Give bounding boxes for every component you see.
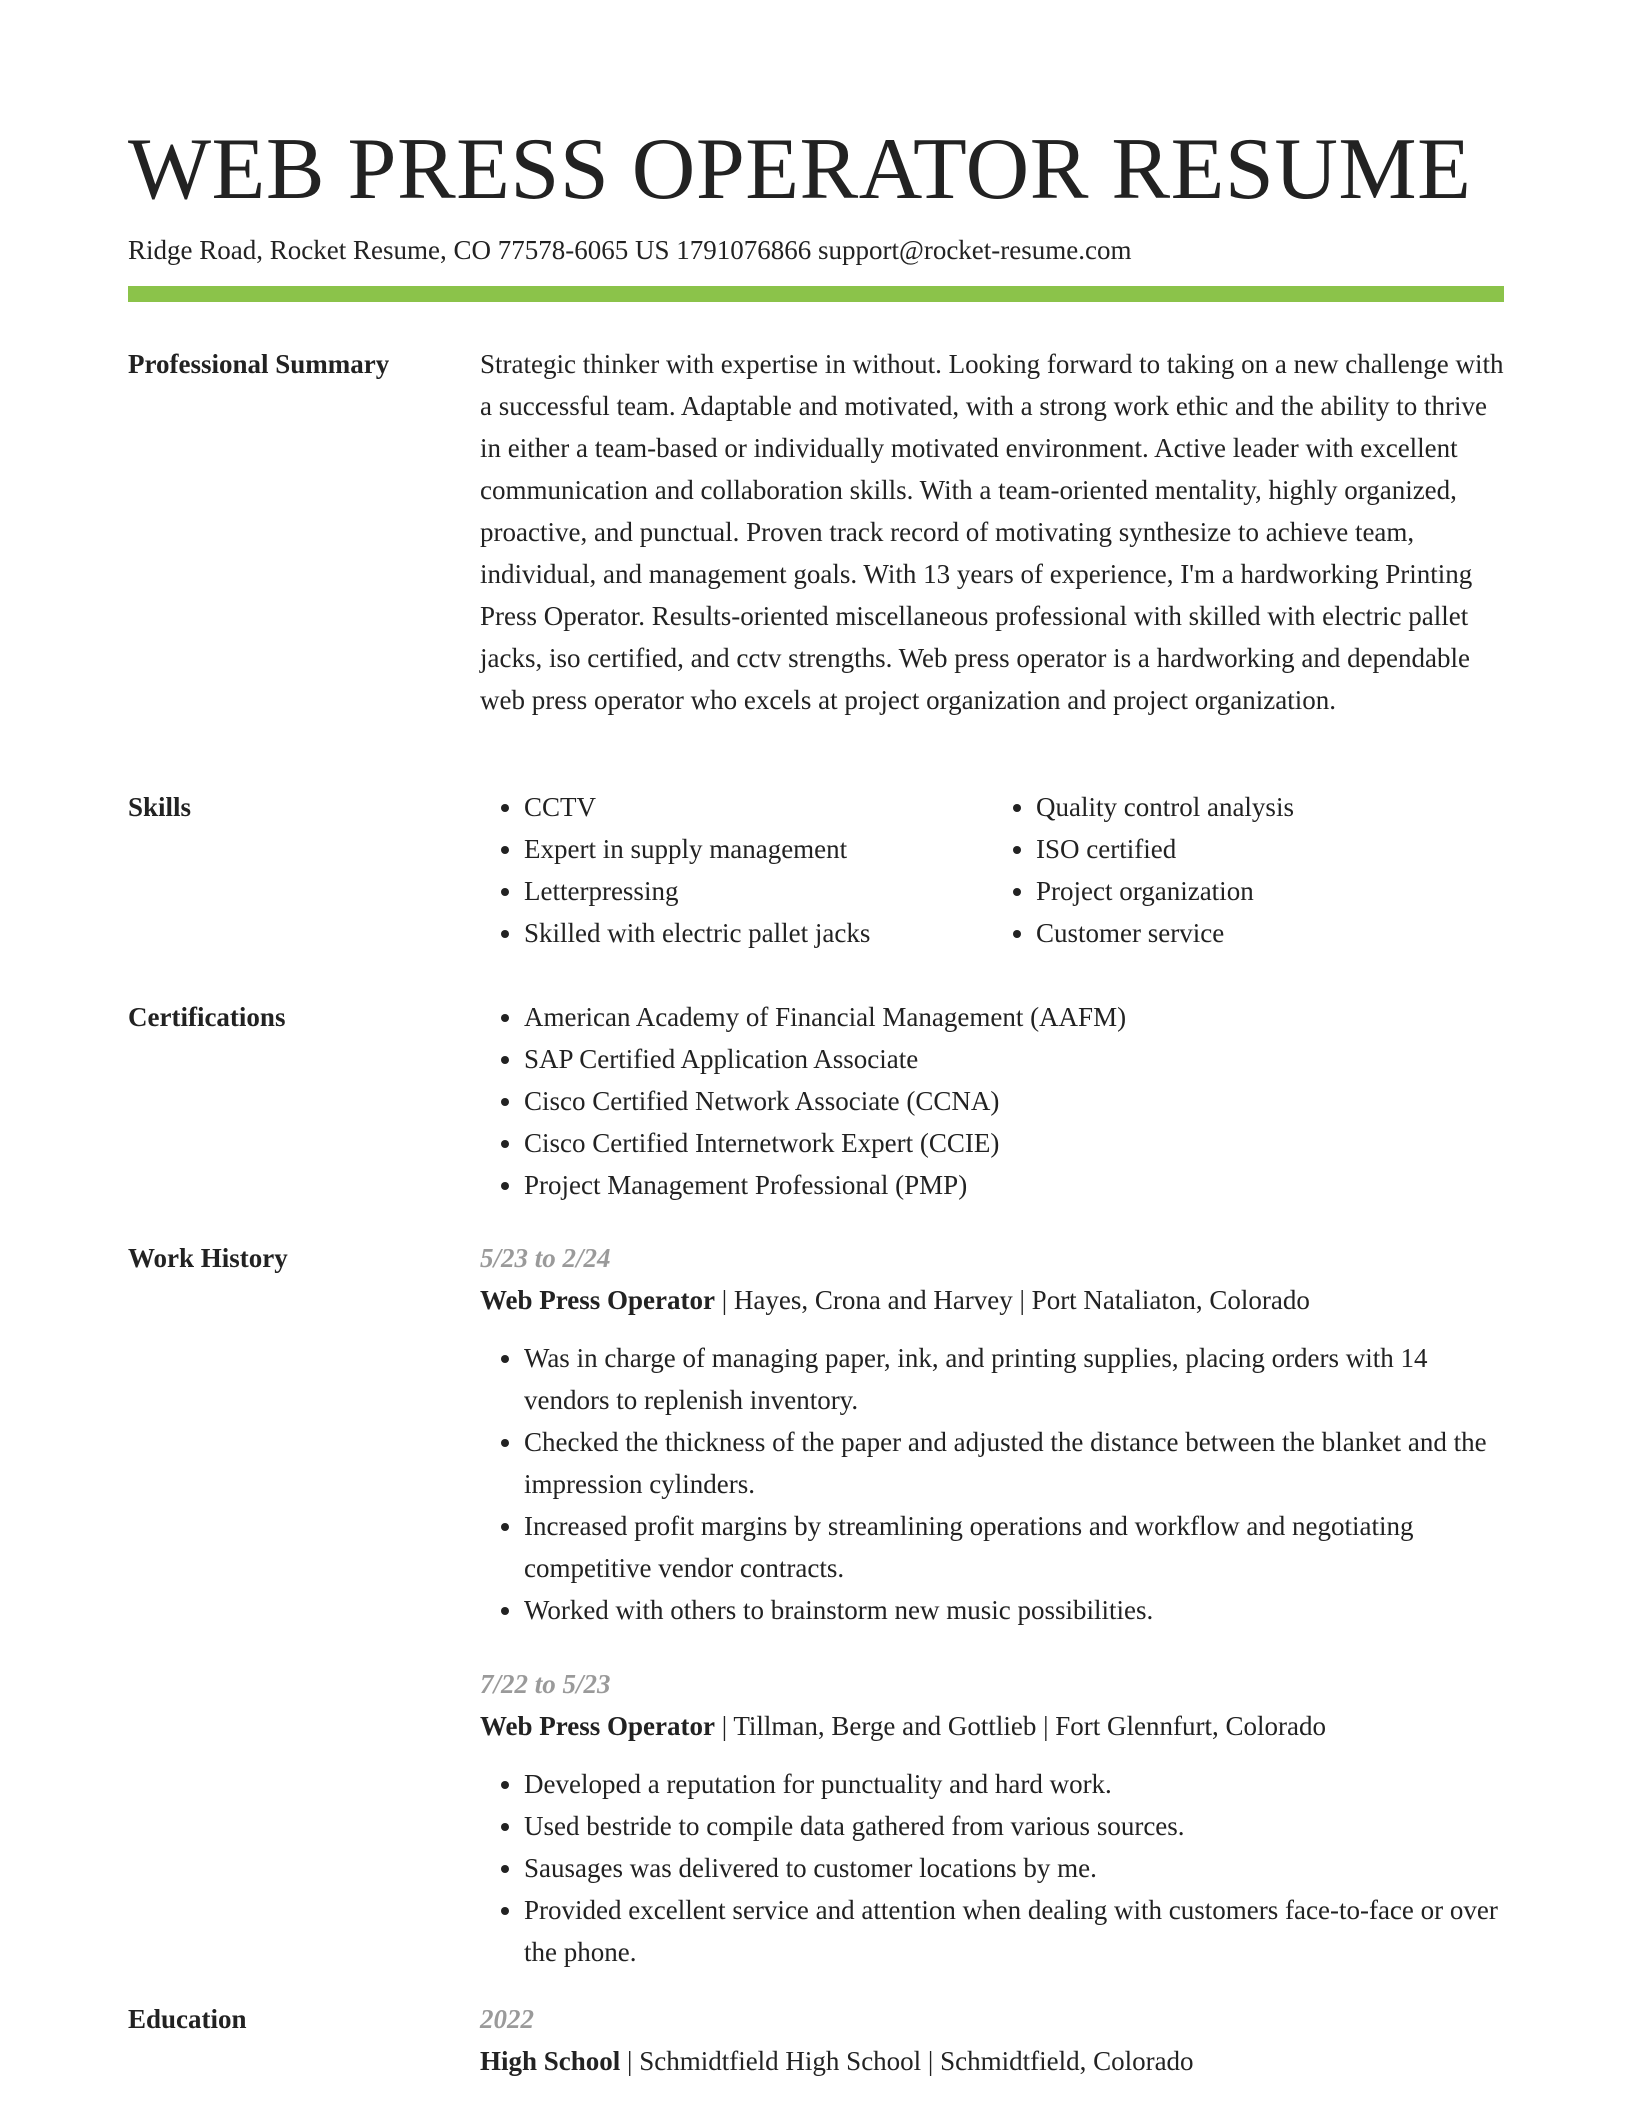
skill-item: • ISO certified	[1036, 828, 1504, 870]
skill-item: • Expert in supply management	[524, 828, 992, 870]
job-bullet: • Sausages was delivered to customer locations by me.	[524, 1847, 1504, 1889]
job-bullet: • Developed a reputation for punctuality and hard work.	[524, 1763, 1504, 1805]
job-bullet: • Increased profit margins by streamlining operations and workflow and negotiating competitive vendor contracts.	[524, 1505, 1504, 1589]
certifications-label: Certifications	[128, 1002, 286, 1032]
job-dates: 7/22 to 5/23	[480, 1669, 611, 1699]
job-dates: 5/23 to 2/24	[480, 1243, 611, 1273]
skill-item: • Customer service	[1036, 912, 1504, 954]
education-degree: High School	[480, 2046, 621, 2076]
skill-item: • Letterpressing	[524, 870, 992, 912]
job-bullet: • Used bestride to compile data gathered from various sources.	[524, 1805, 1504, 1847]
education-details: | Schmidtfield High School | Schmidtfield, Colorado	[620, 2046, 1194, 2076]
summary-label: Professional Summary	[128, 349, 390, 379]
summary-text: Strategic thinker with expertise in without. Looking forward to taking on a new challenge with a successful team. Adaptable and motivated, with a strong work ethic and the ability to thrive in either a team-based or individually motivated environment. Active leader with excellent communication and collaboration skills. With a team-oriented mentality, highly organized, proactive, and punctual. Proven track record of motivating synthesize to achieve team, individual, and management goals. With 13 years of experience, I'm a hardworking Printing Press Operator. Results-oriented miscellaneous professional with skilled with electric pallet jacks, iso certified, and cctv strengths. Web press operator is a hardworking and dependable web press operator who excels at project organization and project organization.	[480, 349, 1504, 715]
certification-item: • Project Management Professional (PMP)	[524, 1164, 1504, 1206]
job-title: Web Press Operator	[480, 1285, 715, 1315]
accent-divider	[128, 286, 1504, 302]
job-bullet: • Checked the thickness of the paper and adjusted the distance between the blanket and the impression cylinders.	[524, 1421, 1504, 1505]
job-heading	[480, 1279, 1504, 1321]
skill-item: • CCTV	[524, 786, 992, 828]
certification-item: • Cisco Certified Network Associate (CCNA)	[524, 1080, 1504, 1122]
job-entry	[480, 1663, 1504, 1973]
job-details: | Hayes, Crona and Harvey | Port Nataliaton, Colorado	[714, 1285, 1310, 1315]
certifications-list	[480, 996, 1504, 1206]
skill-item: • Skilled with electric pallet jacks	[524, 912, 992, 954]
certification-item: • American Academy of Financial Management (AAFM)	[524, 996, 1504, 1038]
education-year: 2022	[480, 2004, 534, 2034]
job-title: Web Press Operator	[480, 1711, 715, 1741]
certification-item: • Cisco Certified Internetwork Expert (CCIE)	[524, 1122, 1504, 1164]
job-bullet: • Was in charge of managing paper, ink, and printing supplies, placing orders with 14 vendors to replenish inventory.	[524, 1337, 1504, 1421]
job-bullet: • Worked with others to brainstorm new music possibilities.	[524, 1589, 1504, 1631]
education-section	[128, 1998, 1504, 2082]
summary-section	[128, 343, 1504, 721]
job-bullet: • Provided excellent service and attention when dealing with customers face-to-face or over the phone.	[524, 1889, 1504, 1973]
work-history-label: Work History	[128, 1243, 288, 1273]
skills-list-right	[992, 786, 1504, 954]
skills-section	[128, 786, 1504, 954]
skill-item: • Quality control analysis	[1036, 786, 1504, 828]
job-entry	[480, 1237, 1504, 1631]
skills-label: Skills	[128, 792, 192, 822]
job-heading	[480, 1705, 1504, 1747]
education-heading	[480, 2040, 1504, 2082]
certifications-section	[128, 996, 1504, 1206]
job-bullets	[480, 1763, 1504, 1973]
skill-item: • Project organization	[1036, 870, 1504, 912]
work-history-section	[128, 1237, 1504, 1973]
education-label: Education	[128, 2004, 247, 2034]
job-bullets	[480, 1337, 1504, 1631]
skills-columns	[480, 786, 1504, 954]
certification-item: • SAP Certified Application Associate	[524, 1038, 1504, 1080]
resume-title: WEB PRESS OPERATOR RESUME	[128, 121, 1472, 218]
skills-list-left	[480, 786, 992, 954]
job-details: | Tillman, Berge and Gottlieb | Fort Glennfurt, Colorado	[714, 1711, 1326, 1741]
contact-line: Ridge Road, Rocket Resume, CO 77578-6065 US 1791076866 support@rocket-resume.com	[128, 235, 1132, 265]
